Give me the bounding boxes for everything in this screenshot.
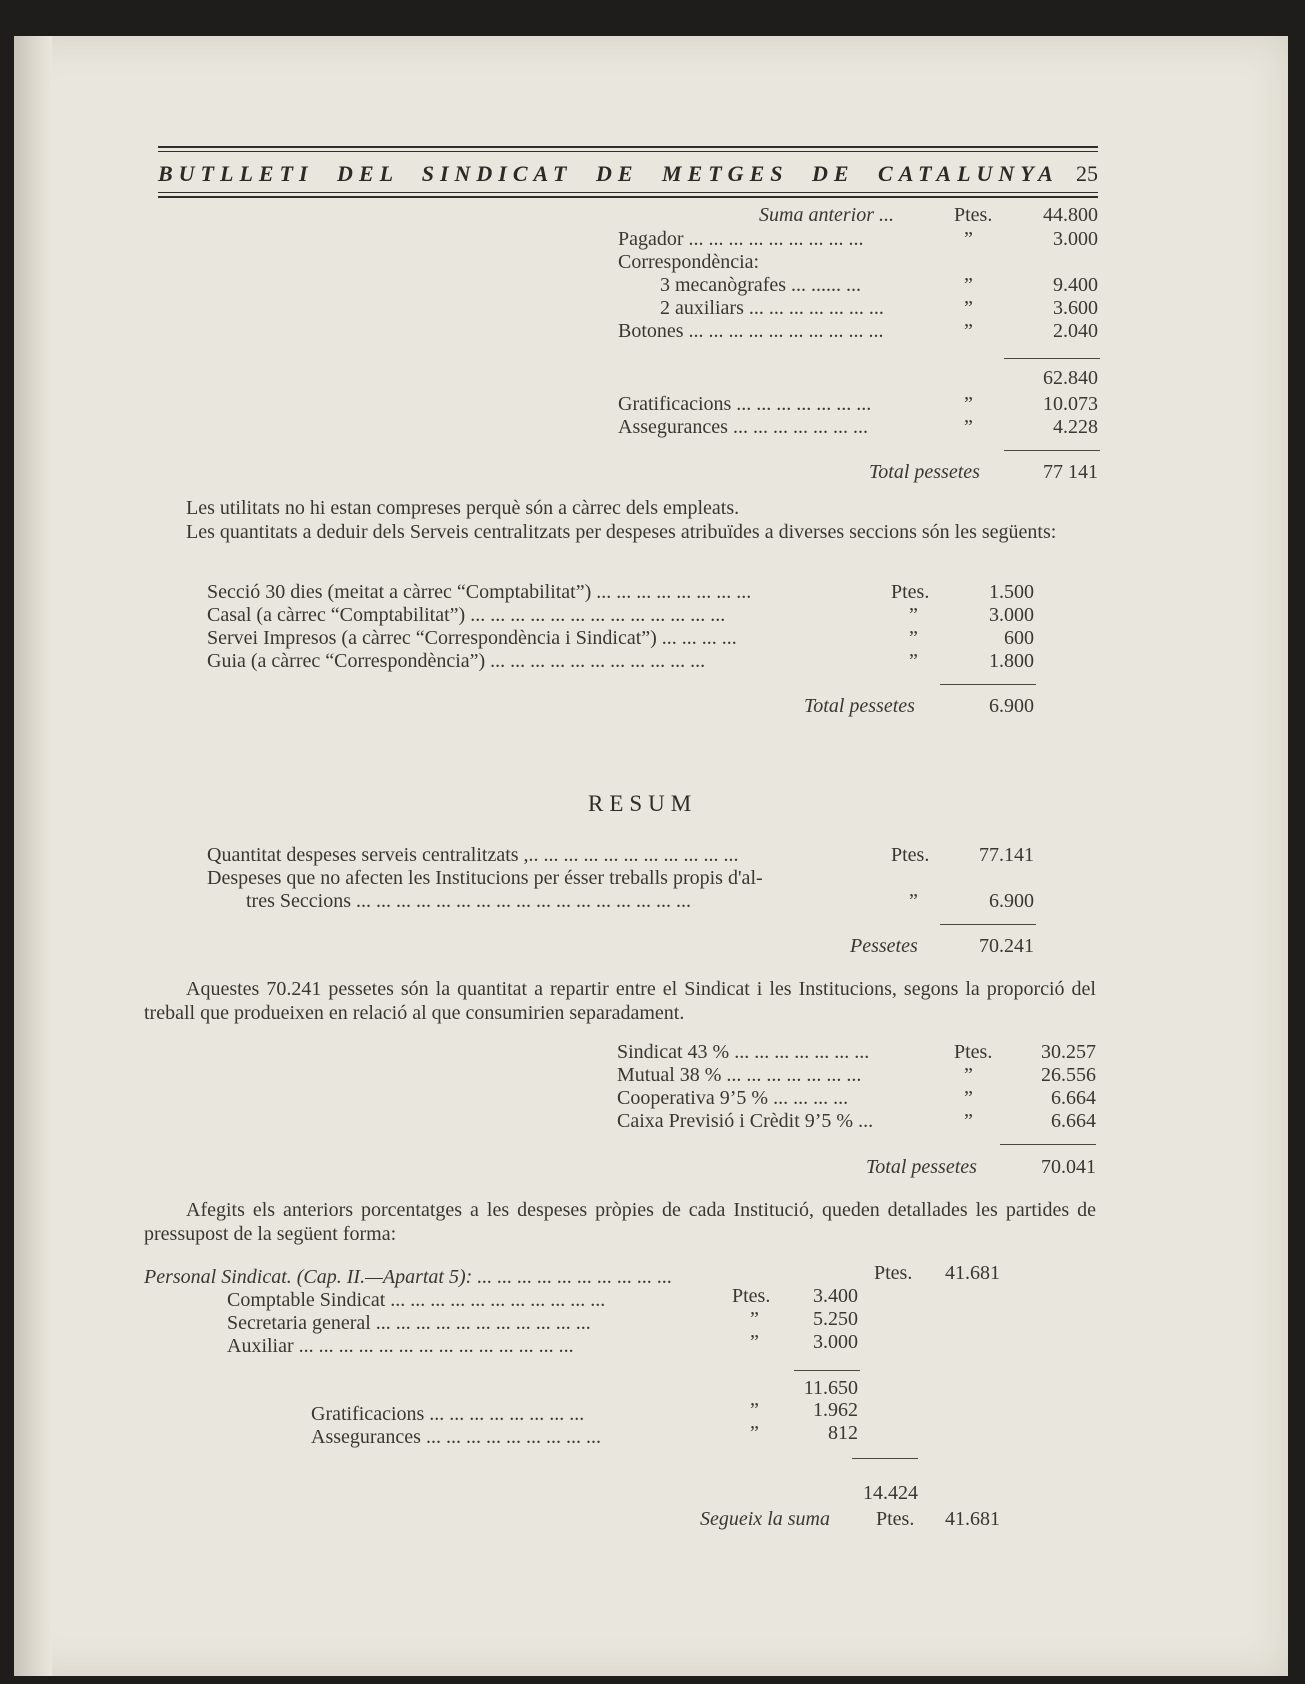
mutual-unit: ” <box>964 1064 973 1086</box>
table4-total-value: 14.424 <box>863 1482 918 1504</box>
resum-row2-unit: ” <box>909 890 918 912</box>
table2-total-rule <box>940 684 1036 685</box>
casal-unit: ” <box>909 604 918 626</box>
paragraph-afegits: Afegits els anteriors porcentatges a les despeses pròpies de cada Institució, queden detallades les partides de pressupost de la següent forma: <box>144 1199 1096 1245</box>
table4-subtotal: 11.650 <box>803 1377 858 1399</box>
guia-unit: ” <box>909 650 918 672</box>
resum-total-label: Pessetes <box>850 935 918 957</box>
paragraph-aquestes: Aquestes 70.241 pessetes són la quantitat a repartir entre el Sindicat i les Institucions, segons la proporció del treball que produeixen en relació al que consumirien separadament. <box>144 978 1096 1024</box>
servei-impresos-label: Servei Impresos (a càrrec “Correspondència i Sindicat”) ... ... ... ... <box>207 627 737 649</box>
paragraph-utilitats: Les utilitats no hi estan compreses perquè són a càrrec dels empleats. <box>186 497 740 519</box>
table4-gratificacions-value: 1.962 <box>813 1399 858 1421</box>
casal-value: 3.000 <box>989 604 1034 626</box>
suma-anterior-label: Suma anterior ... <box>759 204 894 226</box>
segueix-value: 41.681 <box>945 1508 1000 1530</box>
gratificacions-label: Gratificacions ... ... ... ... ... ... ... <box>618 393 872 415</box>
resum-row1-value: 77.141 <box>979 844 1034 866</box>
pagador-unit: ” <box>964 228 973 250</box>
table1-total-rule <box>1004 450 1100 451</box>
suma-anterior-value: 44.800 <box>1043 204 1098 226</box>
table1-subtotal-rule <box>1004 358 1100 359</box>
segueix-label: Segueix la suma <box>700 1508 830 1530</box>
servei-impresos-value: 600 <box>1004 627 1034 649</box>
table3-total-rule <box>1000 1144 1096 1145</box>
table3-total-value: 70.041 <box>1041 1156 1096 1178</box>
cooperativa-unit: ” <box>964 1087 973 1109</box>
resum-heading: RESUM <box>588 791 698 816</box>
caixa-label: Caixa Previsió i Crèdit 9’5 % ... <box>617 1110 874 1132</box>
assegurances-value: 4.228 <box>1053 416 1098 438</box>
caixa-unit: ” <box>964 1110 973 1132</box>
journal-title: BUTLLETI DEL SINDICAT DE METGES DE CATALUNYA <box>158 161 1059 186</box>
mecanografes-value: 9.400 <box>1053 274 1098 296</box>
auxiliar-label: Auxiliar ... ... ... ... ... ... ... ... ... ... ... ... ... ... <box>227 1335 574 1357</box>
table4-subtotal-rule <box>794 1370 860 1371</box>
cooperativa-value: 6.664 <box>1051 1087 1096 1109</box>
resum-row1-unit: Ptes. <box>891 844 930 866</box>
botones-label: Botones ... ... ... ... ... ... ... ... ... ... <box>618 320 884 342</box>
seccio-value: 1.500 <box>989 581 1034 603</box>
servei-impresos-unit: ” <box>909 627 918 649</box>
table4-assegurances-unit: ” <box>750 1422 759 1444</box>
secretaria-value: 5.250 <box>813 1308 858 1330</box>
header-rule-bottom-thin <box>158 192 1098 193</box>
resum-row2-value: 6.900 <box>989 890 1034 912</box>
running-header <box>158 146 1098 198</box>
binding-spine <box>14 36 52 1676</box>
paragraph-quantitats: Les quantitats a deduir dels Serveis centralitzats per despeses atribuïdes a diverses seccions són les següents: <box>186 521 1057 543</box>
suma-anterior-unit: Ptes. <box>954 204 993 226</box>
casal-label: Casal (a càrrec “Comptabilitat”) ... ... ... ... ... ... ... ... ... ... ... ... ... <box>207 604 726 626</box>
guia-value: 1.800 <box>989 650 1034 672</box>
assegurances-label: Assegurances ... ... ... ... ... ... ... <box>618 416 868 438</box>
mutual-label: Mutual 38 % ... ... ... ... ... ... ... <box>617 1064 862 1086</box>
table1-subtotal: 62.840 <box>1043 367 1098 389</box>
auxiliar-value: 3.000 <box>813 1331 858 1353</box>
pagador-label: Pagador ... ... ... ... ... ... ... ... ... <box>618 228 864 250</box>
seccio-label: Secció 30 dies (meitat a càrrec “Comptabilitat”) ... ... ... ... ... ... ... ... <box>207 581 752 603</box>
header-rule-top-thin <box>158 151 1098 152</box>
sindicat-value: 30.257 <box>1041 1041 1096 1063</box>
resum-row1-label: Quantitat despeses serveis centralitzats ,.. ... ... ... ... ... ... ... ... ... ... <box>207 844 739 866</box>
page-number: 25 <box>1076 161 1098 186</box>
header-rule-top <box>158 146 1098 148</box>
pagador-value: 3.000 <box>1053 228 1098 250</box>
personal-sindicat-unit: Ptes. <box>874 1262 913 1284</box>
sindicat-unit: Ptes. <box>954 1041 993 1063</box>
auxiliar-unit: ” <box>750 1331 759 1353</box>
botones-unit: ” <box>964 320 973 342</box>
gratificacions-unit: ” <box>964 393 973 415</box>
sindicat-label: Sindicat 43 % ... ... ... ... ... ... ... <box>617 1041 870 1063</box>
resum-row2-line1: Despeses que no afecten les Institucions per ésser treballs propis d'al- <box>207 867 763 889</box>
table2-total-value: 6.900 <box>989 695 1034 717</box>
table2-total-label: Total pessetes <box>804 695 915 717</box>
resum-total-value: 70.241 <box>979 935 1034 957</box>
segueix-unit: Ptes. <box>876 1508 915 1530</box>
table4-gratificacions-unit: ” <box>750 1399 759 1421</box>
comptable-value: 3.400 <box>813 1285 858 1307</box>
mutual-value: 26.556 <box>1041 1064 1096 1086</box>
caixa-value: 6.664 <box>1051 1110 1096 1132</box>
botones-value: 2.040 <box>1053 320 1098 342</box>
auxiliars-label: 2 auxiliars ... ... ... ... ... ... ... <box>660 297 884 319</box>
guia-label: Guia (a càrrec “Correspondència”) ... ... ... ... ... ... ... ... ... ... ... <box>207 650 706 672</box>
table4-assegurances-value: 812 <box>828 1422 858 1444</box>
table3-total-label: Total pessetes <box>866 1156 977 1178</box>
auxiliars-value: 3.600 <box>1053 297 1098 319</box>
comptable-label: Comptable Sindicat ... ... ... ... ... ... ... ... ... ... ... <box>227 1289 606 1311</box>
resum-row2-line2: tres Seccions ... ... ... ... ... ... ... ... ... ... ... ... ... ... ... ... ... <box>246 890 691 912</box>
assegurances-unit: ” <box>964 416 973 438</box>
table1-total-value: 77 141 <box>1043 461 1098 483</box>
correspondencia-label: Correspondència: <box>618 251 760 273</box>
table4-assegurances-label: Assegurances ... ... ... ... ... ... ... ... ... <box>311 1426 601 1448</box>
header-rule-bottom <box>158 196 1098 198</box>
secretaria-label: Secretaria general ... ... ... ... ... ... ... ... ... ... ... <box>227 1312 591 1334</box>
table4-total-rule <box>852 1458 918 1459</box>
table4-gratificacions-label: Gratificacions ... ... ... ... ... ... ... ... <box>311 1403 585 1425</box>
seccio-unit: Ptes. <box>891 581 930 603</box>
page <box>14 36 1288 1676</box>
mecanografes-label: 3 mecanògrafes ... ...... ... <box>660 274 862 296</box>
cooperativa-label: Cooperativa 9’5 % ... ... ... ... <box>617 1087 849 1109</box>
secretaria-unit: ” <box>750 1308 759 1330</box>
table1-total-label: Total pessetes <box>869 461 980 483</box>
resum-total-rule <box>940 924 1036 925</box>
auxiliars-unit: ” <box>964 297 973 319</box>
gratificacions-value: 10.073 <box>1043 393 1098 415</box>
personal-sindicat-value: 41.681 <box>945 1262 1000 1284</box>
comptable-unit: Ptes. <box>732 1285 771 1307</box>
mecanografes-unit: ” <box>964 274 973 296</box>
personal-sindicat-label: Personal Sindicat. (Cap. II.—Apartat 5): ... ... ... ... ... ... ... ... ... ... <box>144 1266 673 1288</box>
